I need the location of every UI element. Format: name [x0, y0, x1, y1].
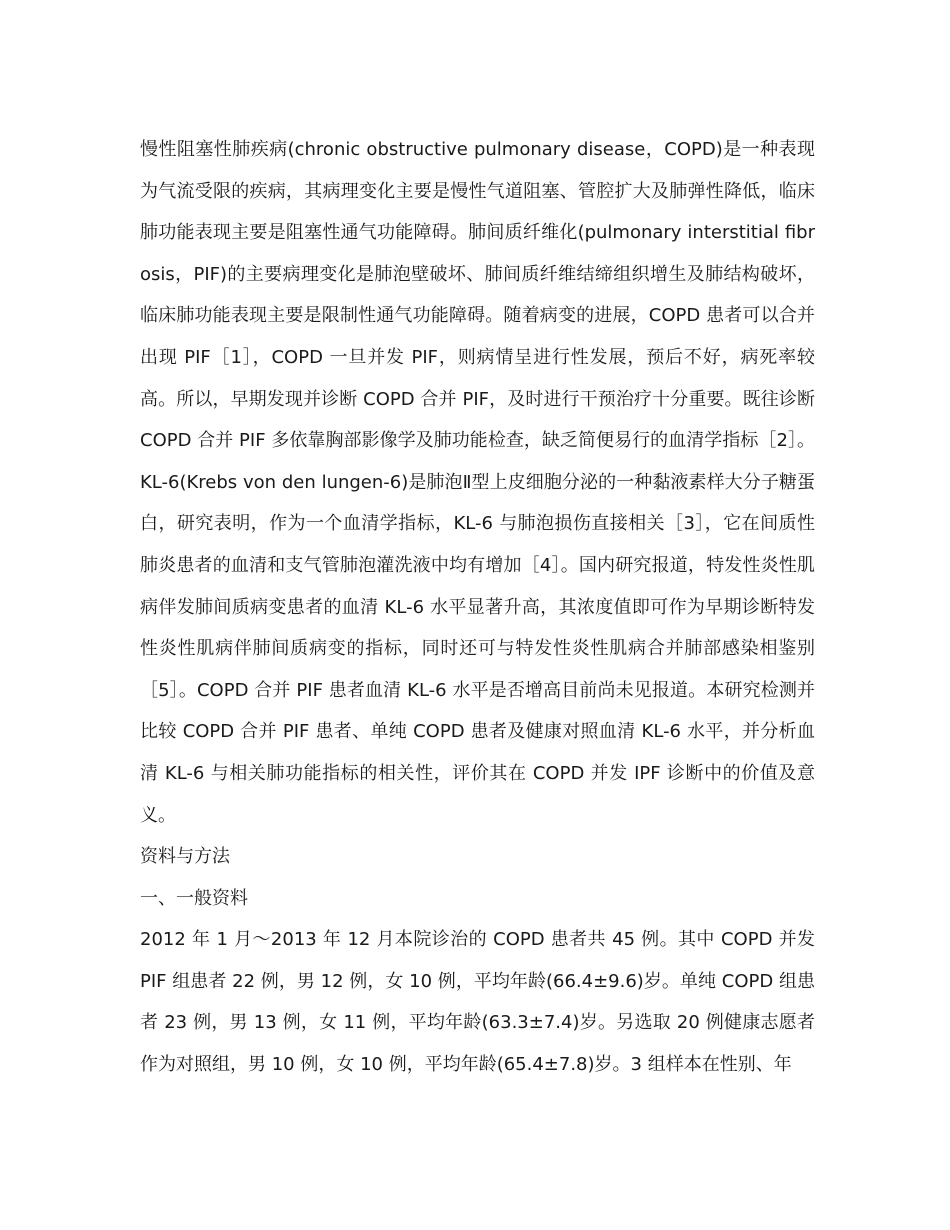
subsection-heading: 一、一般资料 [140, 887, 248, 909]
section-heading: 资料与方法 [140, 846, 230, 868]
document-page [140, 129, 815, 1086]
general-paragraph: 2012 年 1 月～2013 年 12 月本院诊治的 COPD 患者共 45 例。其中 COPD 并发 PIF 组患者 22 例，男 12 例，女 10 例，平均年龄(66.4±9.6)岁。单纯 COPD 组患者 23 例，男 13 例，女 11 例，平均年龄(63.3±7.4)岁。另选取 20 例健康志愿者作为对照组，男 10 例，女 10 例，平均年龄(65.4±7.8)岁。3 组样本在性别、年 [140, 929, 815, 1076]
intro-paragraph: 慢性阻塞性肺疾病(chronic obstructive pulmonary disease，COPD)是一种表现为气流受限的疾病，其病理变化主要是慢性气道阻塞、管腔扩大及肺弹性降低，临床肺功能表现主要是阻塞性通气功能障碍。肺间质纤维化(pulmonary interstitial fibrosis，PIF)的主要病理变化是肺泡壁破坏、肺间质纤维结缔组织增生及肺结构破坏，临床肺功能表现主要是限制性通气功能障碍。随着病变的进展，COPD 患者可以合并出现 PIF［1］，COPD 一旦并发 PIF，则病情呈进行性发展，预后不好，病死率较高。所以，早期发现并诊断 COPD 合并 PIF，及时进行干预治疗十分重要。既往诊断 COPD 合并 PIF 多依靠胸部影像学及肺功能检查，缺乏简便易行的血清学指标［2］。KL-6(Krebs von den lungen-6)是肺泡Ⅱ型上皮细胞分泌的一种黏液素样大分子糖蛋白，研究表明，作为一个血清学指标，KL-6 与肺泡损伤直接相关［3］，它在间质性肺炎患者的血清和支气管肺泡灌洗液中均有增加［4］。国内研究报道，特发性炎性肌病伴发肺间质病变患者的血清 KL-6 水平显著升高，其浓度值即可作为早期诊断特发性炎性肌病伴肺间质病变的指标，同时还可与特发性炎性肌病合并肺部感染相鉴别［5］。COPD 合并 PIF 患者血清 KL-6 水平是否增高目前尚未见报道。本研究检测并比较 COPD 合并 PIF 患者、单纯 COPD 患者及健康对照血清 KL-6 水平，并分析血清 KL-6 与相关肺功能指标的相关性，评价其在 COPD 并发 IPF 诊断中的价值及意义。 [140, 139, 815, 826]
